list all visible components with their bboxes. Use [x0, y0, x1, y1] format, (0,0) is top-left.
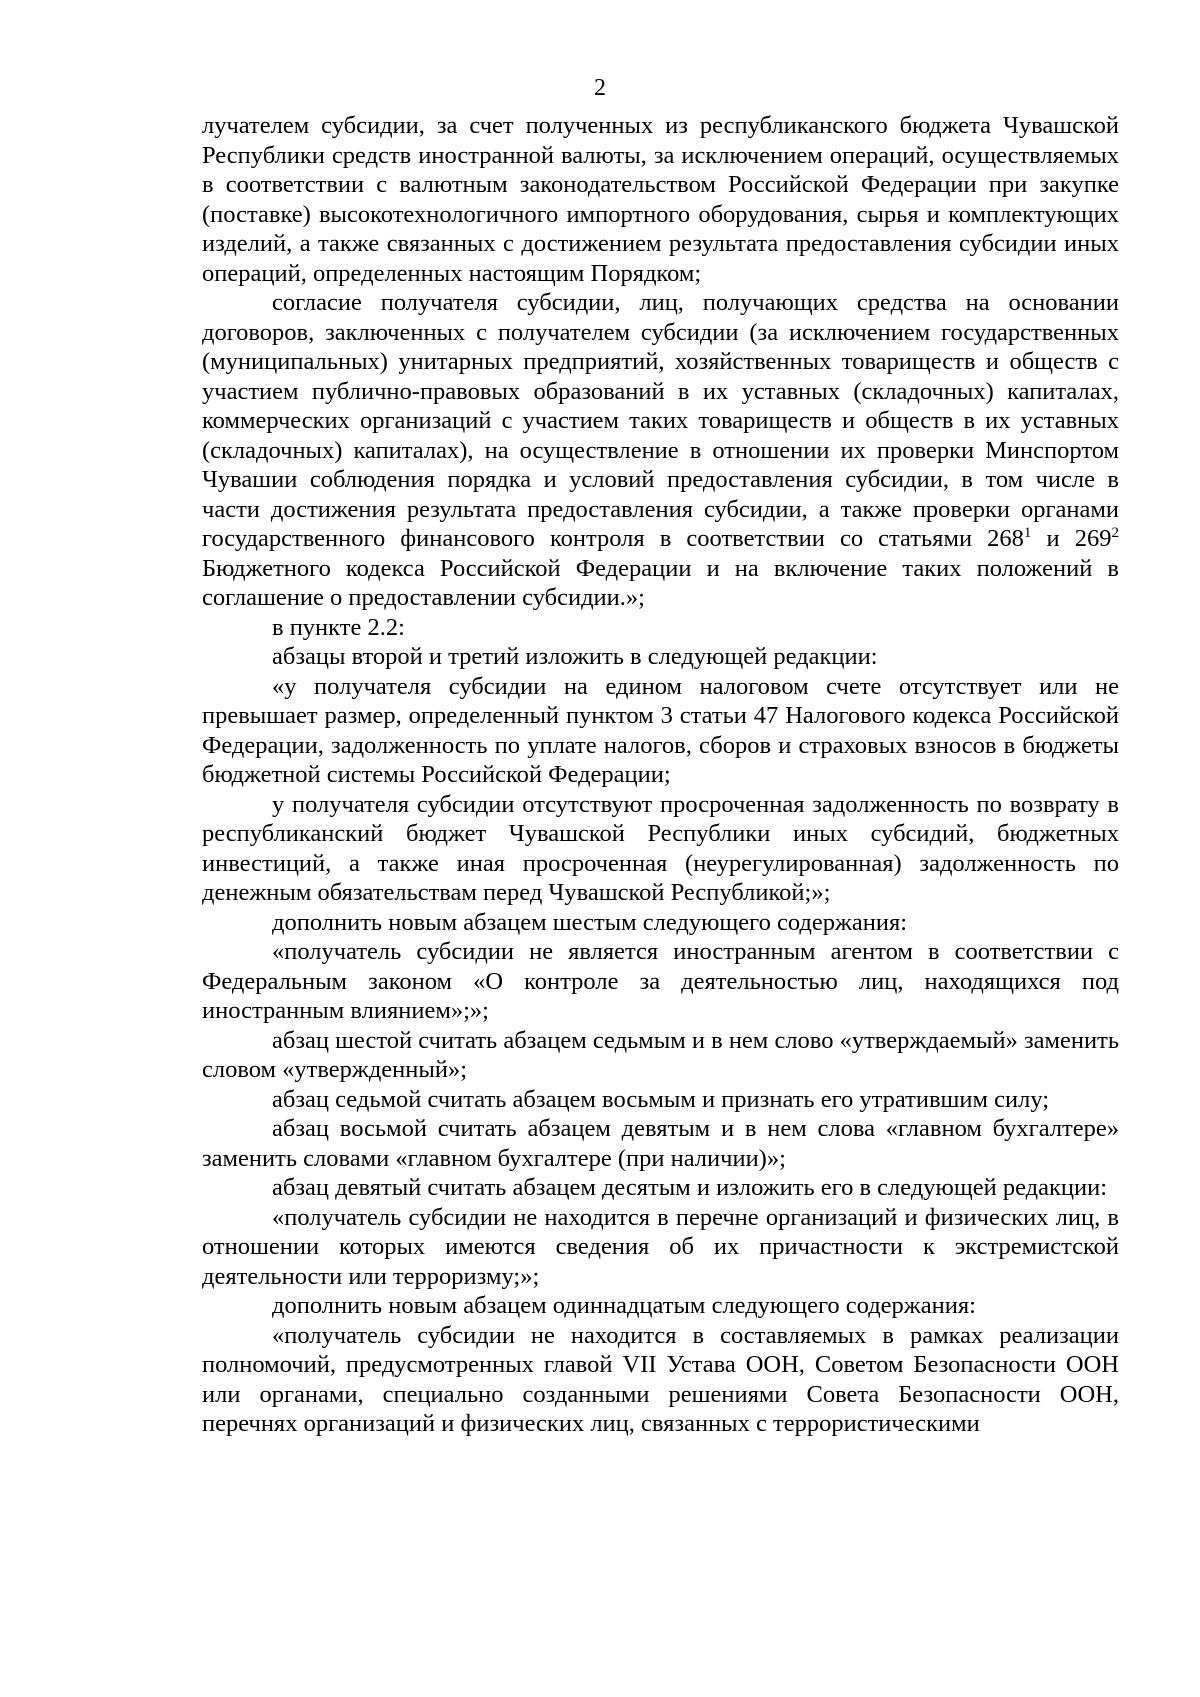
paragraph: у получателя субсидии отсутствуют просроченная задолженность по возврату в республиканский бюджет Чувашской Республики иных субсидий, бюджетных инвестиций, а также иная просроченная (неурегулированная) задолженность по денежным обязательствам перед Чувашской Республикой;»; [202, 790, 1119, 906]
paragraph-text: и 269 [1031, 525, 1112, 552]
paragraph: лучателем субсидии, за счет полученных из республиканского бюджета Чувашской Республики средств иностранной валюты, за исключением операций, осуществляемых в соответствии с валютным законодательством Российской Федерации при закупке (поставке) высокотехнологичного импортного оборудования, сырья и комплектующих изделий, а также связанных с достижением результата предоставления субсидии иных операций, определенных настоящим Порядком; [202, 112, 1119, 287]
paragraph: абзац шестой считать абзацем седьмым и в нем слово «утверждаемый» заменить словом «утвержденный»; [202, 1026, 1119, 1083]
paragraph: в пункте 2.2: [272, 613, 405, 641]
paragraph: дополнить новым абзацем одиннадцатым следующего содержания: [272, 1292, 976, 1319]
paragraph: абзац девятый считать абзацем десятым и изложить его в следующей редакции: [272, 1174, 1107, 1201]
paragraph: абзац седьмой считать абзацем восьмым и признать его утратившим силу; [272, 1085, 1050, 1113]
paragraph: «у получателя субсидии на едином налоговом счете отсутствует или не превышает размер, определенный пунктом 3 статьи 47 Налогового кодекса Российской Федерации, задолженность по уплате налогов, сборов и страховых взносов в бюджеты бюджетной системы Российской Федерации; [202, 672, 1119, 788]
paragraph-text: Бюджетного кодекса Российской Федерации и на включение таких положений в соглашение о предоставлении субсидии.»; [202, 554, 1119, 611]
superscript: 1 [1023, 525, 1032, 541]
page-number: 2 [594, 75, 606, 101]
paragraph: «получатель субсидии не находится в перечне организаций и физических лиц, в отношении которых имеются сведения об их причастности к экстремистской деятельности или терроризму;»; [202, 1203, 1119, 1290]
paragraph: абзац восьмой считать абзацем девятым и в нем слова «главном бухгалтере» заменить словами «главном бухгалтере (при наличии)»; [202, 1115, 1119, 1172]
paragraph: дополнить новым абзацем шестым следующего содержания: [272, 908, 908, 936]
paragraph: «получатель субсидии не находится в составляемых в рамках реализации полномочий, предусмотренных главой VII Устава ООН, Советом Безопасности ООН или органами, специально созданными решениями Совета Безопасности ООН, перечнях организаций и физических лиц, связанных с террористическими [202, 1321, 1119, 1437]
paragraph-text: согласие получателя субсидии, лиц, получающих средства на основании договоров, заключенных с получателем субсидии (за исключением государственных (муниципальных) унитарных предприятий, хозяйственных товариществ и обществ с участием публично-правовых образований в их уставных (складочных) капиталах, коммерческих организаций с участием таких товариществ и обществ в их уставных (складочных) капиталах), на осуществление в отношении их проверки Минспортом Чувашии соблюдения порядка и условий предоставления субсидии, в том числе в части достижения результата предоставления субсидии, а также проверки органами государственного финансового контроля в соответствии со статьями 268 [202, 289, 1119, 552]
paragraph: «получатель субсидии не является иностранным агентом в соответствии с Федеральным законом «О контроле за деятельностью лиц, находящихся под иностранным влиянием»;»; [202, 938, 1119, 1024]
superscript: 2 [1111, 525, 1119, 541]
document-body [202, 111, 1119, 1439]
paragraph [202, 288, 1119, 613]
paragraph: абзацы второй и третий изложить в следующей редакции: [272, 643, 878, 670]
